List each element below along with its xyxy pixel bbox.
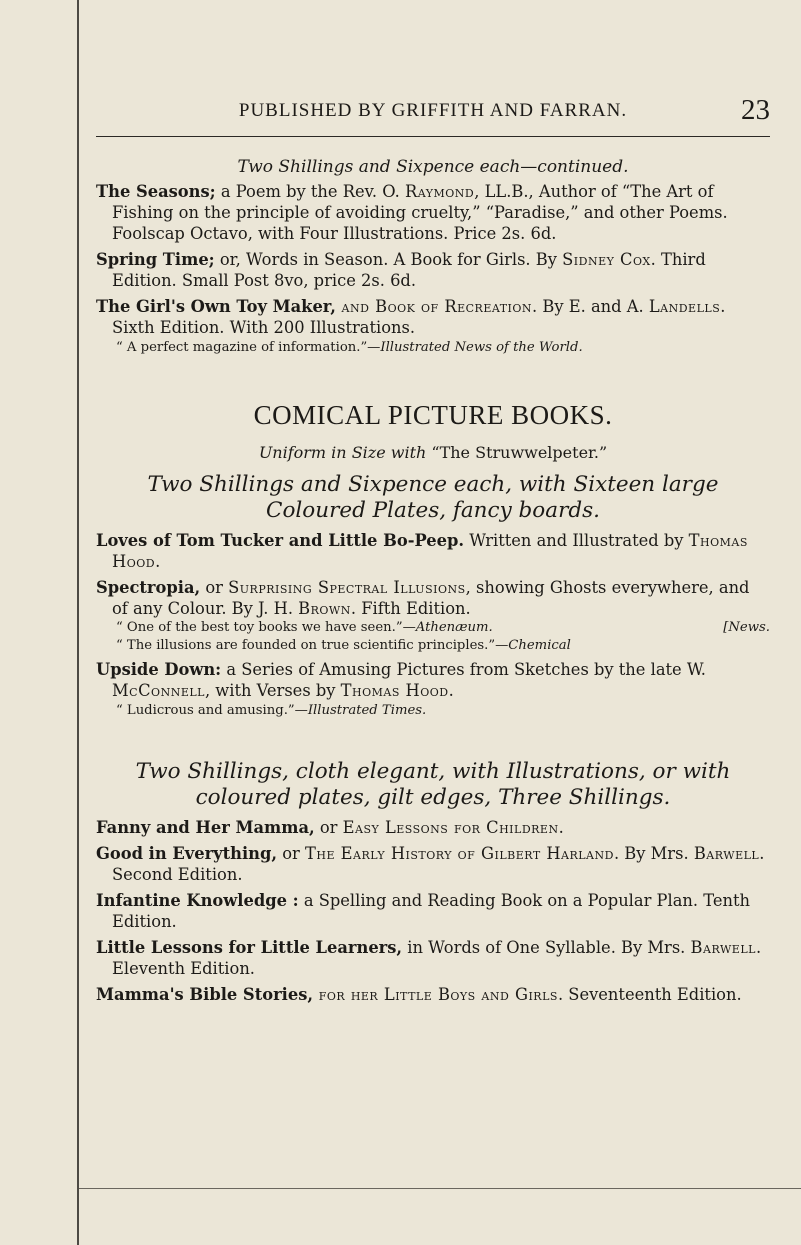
entry-text: , showing Ghosts everywhere, and of any Colour. By J. H. — [112, 578, 750, 618]
entry-text: . Seventeenth Edition. — [557, 985, 742, 1004]
entry-text: or, Words in Season. A Book for Girls. By — [214, 250, 563, 269]
entry-loves-of-tom-tucker — [96, 530, 770, 572]
page-content — [96, 92, 770, 1005]
entry-subtitle: Surprising Spectral Illusions — [228, 578, 466, 597]
entry-text: . Third Edition. Small Post 8vo, price 2s. 6d. — [112, 250, 706, 290]
entry-upside-down — [96, 659, 770, 701]
entry-text: a Spelling and Reading Book on a Popular Plan. Tenth Edition. — [112, 891, 750, 931]
running-head — [96, 92, 770, 137]
entry-text: . By E. and A. — [532, 297, 649, 316]
entry-spring-time — [96, 249, 770, 291]
entry-text: or — [277, 844, 306, 863]
entry-text: in Words of One Syllable. By Mrs. — [402, 938, 691, 957]
review-quote — [96, 619, 770, 636]
entry-text: . — [155, 552, 161, 571]
quote-text: “ A perfect magazine of information.”— — [116, 340, 381, 355]
entry-title: Mamma's Bible Stories, — [96, 985, 314, 1004]
quote-text: “ One of the best toy books we have seen.”— — [116, 620, 416, 635]
entry-text: , with Verses by — [204, 681, 341, 700]
quote-text: “ The illusions are founded on true scientific principles.”— — [116, 638, 509, 653]
entry-title: Fanny and Her Mamma, — [96, 818, 315, 837]
entry-mammas-bible-stories — [96, 984, 770, 1005]
entry-title: Infantine Knowledge : — [96, 891, 299, 910]
entry-author: Brown — [298, 599, 351, 618]
section-heading-comical-picture-books: COMICAL PICTURE BOOKS. — [253, 400, 613, 430]
entry-text: . By Mrs. — [613, 844, 694, 863]
entry-subtitle: and Book of Recreation — [335, 297, 533, 316]
entry-title: The Seasons; — [96, 182, 216, 201]
review-quote — [96, 637, 770, 654]
entry-text: or — [314, 818, 343, 837]
uniform-note-title: “The Struwwelpeter.” — [431, 443, 608, 462]
page-left-edge — [77, 0, 79, 1245]
entry-infantine-knowledge — [96, 890, 770, 932]
entry-fanny-and-her-mamma — [96, 817, 770, 838]
entry-girls-own-toy-maker — [96, 296, 770, 338]
price-line-cloth-elegant: Two Shillings, cloth elegant, with Illustrations, or with coloured plates, gilt edges, Three Shillings. — [135, 759, 731, 810]
entry-title: The Girl's Own Toy Maker, — [96, 297, 336, 316]
entry-spectropia — [96, 577, 770, 619]
entry-author: Sidney Cox — [562, 250, 651, 269]
entry-subtitle: for her Little Boys and Girls — [313, 985, 558, 1004]
entry-author: Raymond — [404, 182, 475, 201]
entry-subtitle: Easy Lessons for Children — [342, 818, 559, 837]
entry-author: Landells — [648, 297, 721, 316]
entry-author: Thomas Hood — [112, 531, 748, 571]
quote-source: Chemical — [508, 638, 571, 653]
entry-the-seasons — [96, 181, 770, 244]
uniform-note-italic: Uniform in Size with — [258, 443, 432, 462]
quote-source: Illustrated Times. — [307, 703, 427, 718]
price-line-comical: Two Shillings and Sixpence each, with Sixteen large Coloured Plates, fancy boards. — [147, 472, 719, 523]
entry-text: Written and Illustrated by — [464, 531, 689, 550]
entry-title: Spring Time; — [96, 250, 215, 269]
entry-subtitle: The Early History of Gilbert Harland — [305, 844, 614, 863]
quote-source: Athenæum. — [415, 620, 493, 635]
section-intro-continued: Two Shillings and Sixpence each—continued. — [237, 157, 629, 177]
review-quote — [96, 702, 770, 719]
entry-title: Upside Down: — [96, 660, 222, 679]
entry-text: . — [448, 681, 454, 700]
entry-text: . Second Edition. — [112, 844, 765, 884]
entry-text: a Series of Amusing Pictures from Sketches by the late W. — [221, 660, 706, 679]
entry-text: . Sixth Edition. With 200 Illustrations. — [112, 297, 726, 337]
entry-text: . — [558, 818, 564, 837]
entry-good-in-everything — [96, 843, 770, 885]
entry-text: a Poem by the Rev. O. — [215, 182, 405, 201]
entry-author: Barwell — [690, 938, 756, 957]
entry-title: Good in Everything, — [96, 844, 278, 863]
entry-text: , LL.B., Author of “The Art of Fishing on the principle of avoiding cruelty,” “Paradise,” and other Poems. Foolscap Octavo, with Four Illustrations. Price 2s. 6d. — [112, 182, 728, 243]
uniform-note — [96, 443, 770, 462]
quote-source-carryover: [News. — [723, 620, 770, 635]
quote-source: Illustrated News of the World. — [380, 340, 583, 355]
review-quote — [96, 339, 770, 356]
entry-title: Loves of Tom Tucker and Little Bo-Peep. — [96, 531, 465, 550]
entry-author: Barwell — [693, 844, 760, 863]
entry-title: Spectropia, — [96, 578, 201, 597]
entry-author: Thomas Hood — [340, 681, 449, 700]
page-number: 23 — [741, 94, 770, 126]
quote-text: “ Ludicrous and amusing.”— — [116, 703, 308, 718]
entry-author: McConnell — [112, 681, 205, 700]
entry-text: or — [200, 578, 229, 597]
entry-title: Little Lessons for Little Learners, — [96, 938, 403, 957]
running-title: PUBLISHED BY GRIFFITH AND FARRAN. — [238, 100, 628, 121]
entry-text: . Eleventh Edition. — [112, 938, 762, 978]
entry-little-lessons — [96, 937, 770, 979]
quote-text-wrap — [116, 619, 493, 636]
page-bottom-edge — [79, 1188, 801, 1189]
entry-text: . Fifth Edition. — [350, 599, 471, 618]
